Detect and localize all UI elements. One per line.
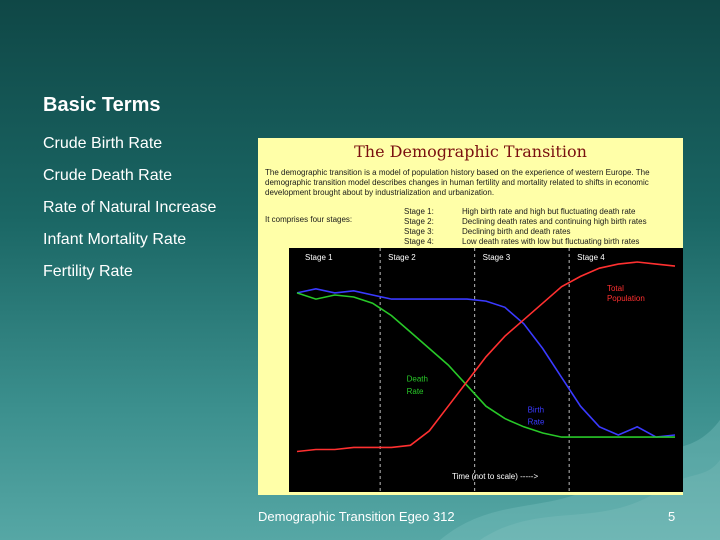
- annotation-5: Birth: [527, 405, 545, 415]
- annotation-3: Death: [406, 374, 428, 384]
- x-axis-label: Time (not to scale) ----->: [451, 472, 539, 481]
- stage-label-2: Stage 2: [388, 253, 416, 262]
- transition-chart-svg: [289, 248, 683, 492]
- stage-3-label: Stage 3:: [404, 227, 434, 236]
- stage-description-row: [404, 207, 647, 217]
- figure-intro-text: The demographic transition is a model of population history based on the experience of western Europe. The demographic transition model describes changes in human fertility and mortality related to shifts in economic development brought about by industrialization and urbanization.: [265, 168, 650, 197]
- stage-3-text: Declining birth and death rates: [462, 227, 571, 236]
- annotation-4: Rate: [406, 386, 424, 396]
- stage-descriptions: [404, 207, 647, 247]
- stage-label-3: Stage 3: [482, 253, 511, 262]
- transition-chart: [289, 248, 683, 492]
- term-crude-death-rate: Crude Death Rate: [43, 167, 172, 184]
- death-rate-line: [297, 293, 675, 437]
- basic-terms-heading: Basic Terms: [43, 94, 161, 116]
- figure-title: The Demographic Transition: [354, 142, 587, 161]
- stage-2-label: Stage 2:: [404, 217, 434, 226]
- stage-label-4: Stage 4: [577, 253, 605, 262]
- stage-4-text: Low death rates with low but fluctuating birth rates: [462, 237, 640, 246]
- term-infant-mortality-rate: Infant Mortality Rate: [43, 231, 187, 248]
- term-fertility-rate: Fertility Rate: [43, 263, 133, 280]
- annotation-1: Total: [606, 283, 624, 293]
- stage-description-row: [404, 237, 647, 247]
- stage-1-label: Stage 1:: [404, 207, 434, 216]
- stage-label-1: Stage 1: [305, 253, 333, 262]
- birth-rate-line: [297, 289, 675, 437]
- annotation-6: Rate: [527, 417, 545, 427]
- term-crude-birth-rate: Crude Birth Rate: [43, 135, 163, 152]
- page-number: 5: [668, 509, 676, 524]
- stage-description-row: [404, 217, 647, 227]
- demographic-transition-figure: [258, 138, 683, 495]
- stage-description-row: [404, 227, 647, 237]
- term-rate-of-natural-increase: Rate of Natural Increase: [43, 199, 217, 216]
- footer-text: Demographic Transition Egeo 312: [258, 509, 455, 524]
- stage-4-label: Stage 4:: [404, 237, 434, 246]
- stage-2-text: Declining death rates and continuing high birth rates: [462, 217, 647, 226]
- basic-terms-list: [43, 94, 216, 288]
- annotation-2: Population: [606, 294, 645, 304]
- figure-comprises-text: It comprises four stages:: [265, 215, 353, 224]
- stage-1-text: High birth rate and high but fluctuating death rate: [462, 207, 636, 216]
